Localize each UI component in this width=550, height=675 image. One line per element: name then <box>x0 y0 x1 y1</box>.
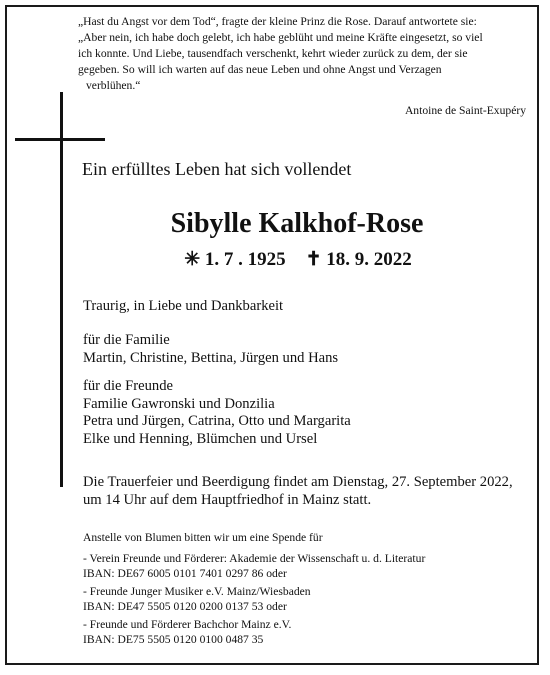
friends-section <box>83 378 351 448</box>
deceased-name: Sibylle Kalkhof-Rose <box>170 208 424 239</box>
donation-entry <box>83 551 425 581</box>
funeral-line: um 14 Uhr auf dem Hauptfriedhof in Mainz statt. <box>83 491 372 508</box>
family-section <box>83 332 338 367</box>
quote-line: „Hast du Angst vor dem Tod“, fragte der kleine Prinz die Rose. Darauf antwortete sie: <box>78 15 477 28</box>
notice-heading: Ein erfülltes Leben hat sich vollendet <box>82 159 352 179</box>
birth-icon: ✳ <box>184 249 201 270</box>
friends-line: Petra und Jürgen, Catrina, Otto und Margarita <box>83 413 351 429</box>
friends-line: Familie Gawronski und Donzilia <box>83 395 275 412</box>
quote-line: verblühen.“ <box>86 79 141 92</box>
quote <box>78 14 518 94</box>
death-date: 18. 9. 2022 <box>326 249 412 270</box>
donation-intro <box>83 530 323 545</box>
donation-iban: IBAN: DE47 5505 0120 0200 0137 53 oder <box>83 600 287 613</box>
funeral-info <box>83 474 513 509</box>
donation-entry <box>83 584 311 614</box>
quote-author: Antoine de Saint-Exupéry <box>404 104 526 117</box>
quote-line: gegeben. So will ich warten auf das neue Leben und ohne Angst und Verzagen <box>78 63 442 76</box>
life-dates <box>0 248 550 272</box>
funeral-line: Die Trauerfeier und Beerdigung findet am Dienstag, 27. September 2022, <box>83 474 513 490</box>
friends-line: Elke und Henning, Blümchen und Ursel <box>83 430 318 447</box>
donation-iban: IBAN: DE67 6005 0101 7401 0297 86 oder <box>83 567 287 580</box>
quote-line: „Aber nein, ich habe doch gelebt, ich habe geblüht und meine Kräfte eingesetzt, so viel <box>78 31 483 44</box>
quote-line: ich konnte. Und Liebe, tausendfach verschenkt, kehrt wieder zurück zu dem, der sie <box>78 47 468 60</box>
donation-iban: IBAN: DE75 5505 0120 0100 0487 35 <box>83 633 264 646</box>
donation-org: - Freunde und Förderer Bachchor Mainz e.V. <box>83 618 292 631</box>
family-names: Martin, Christine, Bettina, Jürgen und Hans <box>83 349 339 366</box>
mourners-intro-text: Traurig, in Liebe und Dankbarkeit <box>83 298 284 314</box>
family-label: für die Familie <box>83 332 170 348</box>
death-icon: ✝ <box>305 249 322 270</box>
birth-date: 1. 7 . 1925 <box>204 249 286 270</box>
donation-org: - Verein Freunde und Förderer: Akademie der Wissenschaft u. d. Literatur <box>83 552 426 565</box>
donation-entry <box>83 617 291 647</box>
donation-org: - Freunde Junger Musiker e.V. Mainz/Wiesbaden <box>83 585 311 598</box>
cross-icon <box>60 92 63 487</box>
donation-intro-text: Anstelle von Blumen bitten wir um eine Spende für <box>83 531 323 544</box>
mourners-intro <box>83 298 283 316</box>
friends-label: für die Freunde <box>83 378 173 394</box>
cross-icon-bar <box>15 138 105 141</box>
